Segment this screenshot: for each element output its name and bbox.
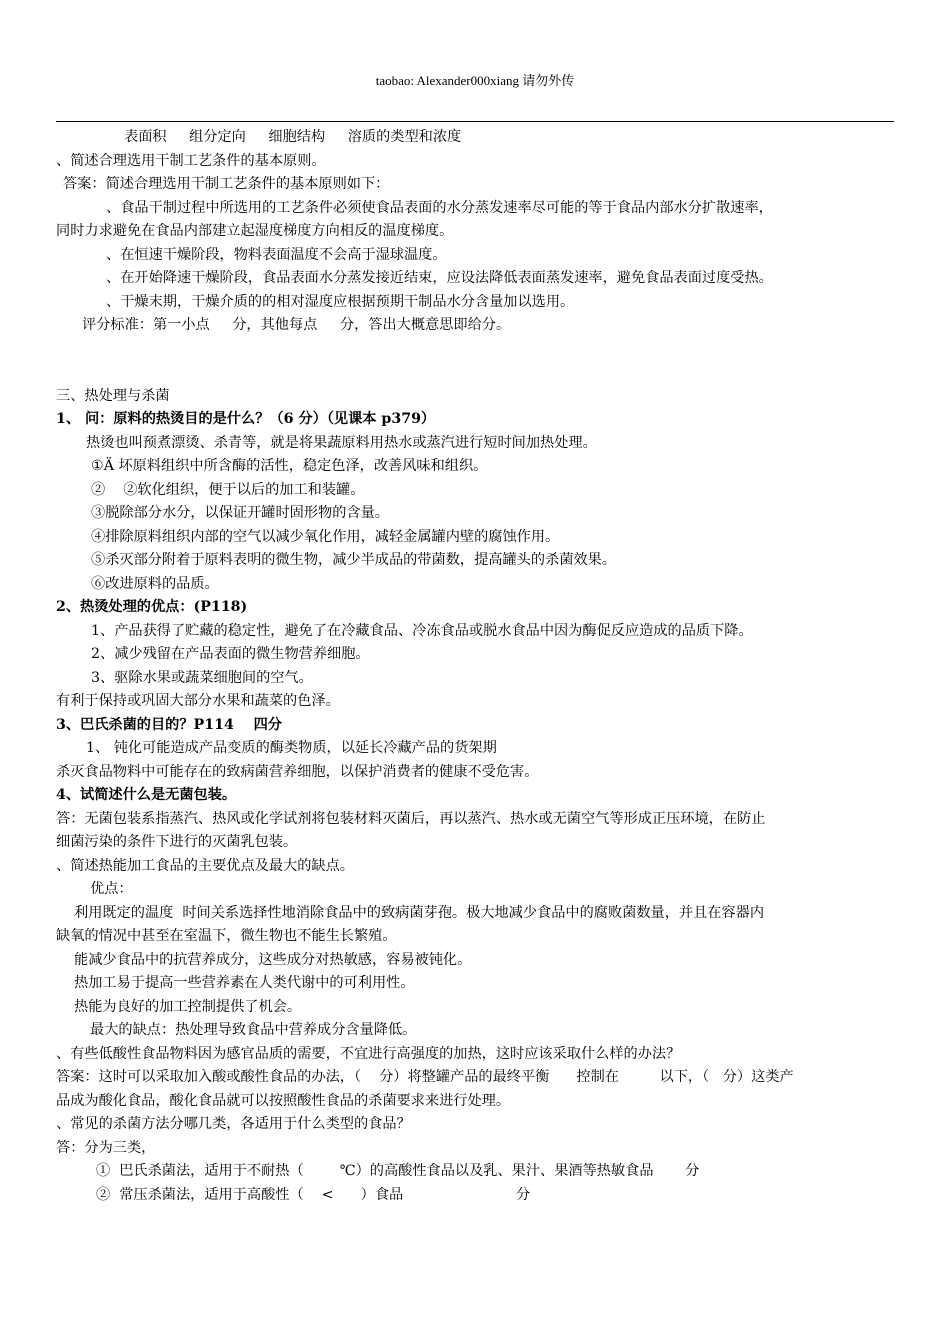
text-line: 答：分为三类， [56, 1139, 156, 1156]
text-line: 、在开始降速干燥阶段，食品表面水分蒸发接近结束，应设法降低表面蒸发速率，避免食品表面过度受热。 [106, 270, 773, 286]
text-line: ② ②软化组织，便于以后的加工和装罐。 [91, 481, 365, 498]
text-line: 评分标准：第一小点 分，其他每点 分，答出大概意思即给分。 [82, 317, 511, 333]
text-line: 品成为酸化食品，酸化食品就可以按照酸性食品的杀菌要求来进行处理。 [56, 1092, 511, 1109]
text-line: 1、产品获得了贮藏的稳定性，避免了在冷藏食品、冷冻食品或脱水食品中因为酶促反应造成的品质下降。 [91, 622, 753, 639]
text-line: 能减少食品中的抗营养成分，这些成分对热敏感，容易被钝化。 [74, 951, 472, 968]
text-line: 热烫也叫预煮漂烫、杀青等，就是将果蔬原料用热水或蒸汽进行短时间加热处理。 [86, 434, 597, 451]
text-line: 、干燥末期，干燥介质的的相对湿度应根据预期干制品水分含量加以选用。 [106, 293, 575, 310]
page-header: taobao: Alexander000xiang 请勿外传 [375, 73, 575, 88]
text-line: 、食品干制过程中所选用的工艺条件必须使食品表面的水分蒸发速率尽可能的等于食品内部水分扩散速率， [106, 199, 773, 216]
text-line: 热加工易于提高一些营养素在人类代谢中的可利用性。 [74, 975, 415, 991]
text-line: 、常见的杀菌方法分哪几类，各适用于什么类型的食品？ [56, 1116, 411, 1132]
text-line: 三、热处理与杀菌 [56, 387, 170, 404]
text-line: 4、试简述什么是无菌包装。 [56, 787, 237, 803]
text-line: ④排除原料组织内部的空气以减少氧化作用，减轻金属罐内壁的腐蚀作用。 [91, 528, 560, 545]
text-line: 杀灭食品物料中可能存在的致病菌营养细胞，以保护消费者的健康不受危害。 [56, 763, 539, 780]
text-line: 答案：这时可以采取加入酸或酸性食品的办法，（ 分）将整罐产品的最终平衡 控制在 以下，（ 分）这类产 [56, 1069, 794, 1085]
text-line: 热能为良好的加工控制提供了机会。 [74, 998, 302, 1015]
text-line: 2、热烫处理的优点：(P118) [56, 599, 248, 615]
document-body [56, 126, 896, 1207]
text-line [56, 338, 896, 362]
text-line: 同时力求避免在食品内部建立起湿度梯度方向相反的温度梯度。 [56, 223, 454, 239]
text-line: 1、 钝化可能造成产品变质的酶类物质，以延长冷藏产品的货架期 [86, 740, 497, 756]
text-line: ① 巴氏杀菌法，适用于不耐热（ ℃）的高酸性食品以及乳、果汁、果酒等热敏食品 分 [96, 1163, 700, 1179]
text-line: 表面积 组分定向 细胞结构 溶质的类型和浓度 [124, 129, 462, 145]
text-line: 3、驱除水果或蔬菜细胞间的空气。 [91, 669, 313, 686]
text-line: 2、减少残留在产品表面的微生物营养细胞。 [91, 646, 370, 662]
text-line: ⑥改进原料的品质。 [91, 575, 219, 592]
text-line: 细菌污染的条件下进行的灭菌乳包装。 [56, 834, 298, 850]
text-line: 答：无菌包装系指蒸汽、热风或化学试剂将包装材料灭菌后，再以蒸汽、热水或无菌空气等形成正压环境，在防止 [56, 810, 766, 827]
text-line: ①Ä 坏原料组织中所含酶的活性，稳定色泽，改善风味和组织。 [91, 458, 488, 474]
text-line: 、在恒速干燥阶段，物料表面温度不会高于湿球温度。 [106, 246, 447, 263]
text-line: 优点： [90, 881, 133, 897]
header-rule [56, 121, 894, 122]
text-line: 有利于保持或巩固大部分水果和蔬菜的色泽。 [56, 693, 340, 709]
text-line: 、简述合理选用干制工艺条件的基本原则。 [56, 152, 326, 169]
text-line: 3、巴氏杀菌的目的？P114 四分 [56, 716, 282, 733]
text-line: 1、 问：原料的热烫目的是什么？（6 分）（见课本 p379） [56, 411, 436, 427]
text-line: 利用既定的温度 时间关系选择性地消除食品中的致病菌芽孢。极大地减少食品中的腐败菌数量，并且在容器内 [74, 904, 765, 921]
text-line: 最大的缺点：热处理导致食品中营养成分含量降低。 [90, 1022, 417, 1038]
text-line [56, 361, 896, 385]
text-line: 、有些低酸性食品物料因为感官品质的需要，不宜进行高强度的加热，这时应该采取什么样的办法？ [56, 1045, 681, 1062]
text-line: ③脱除部分水分，以保证开罐时固形物的含量。 [91, 505, 389, 521]
text-line: 、简述热能加工食品的主要优点及最大的缺点。 [56, 857, 354, 874]
text-line: ② 常压杀菌法，适用于高酸性（ < ）食品 分 [96, 1186, 531, 1203]
text-line: ⑤杀灭部分附着于原料表明的微生物，减少半成品的带菌数，提高罐头的杀菌效果。 [91, 552, 616, 568]
text-line: 答案：简述合理选用干制工艺条件的基本原则如下： [63, 176, 390, 192]
text-line: 缺氧的情况中甚至在室温下，微生物也不能生长繁殖。 [56, 928, 397, 944]
